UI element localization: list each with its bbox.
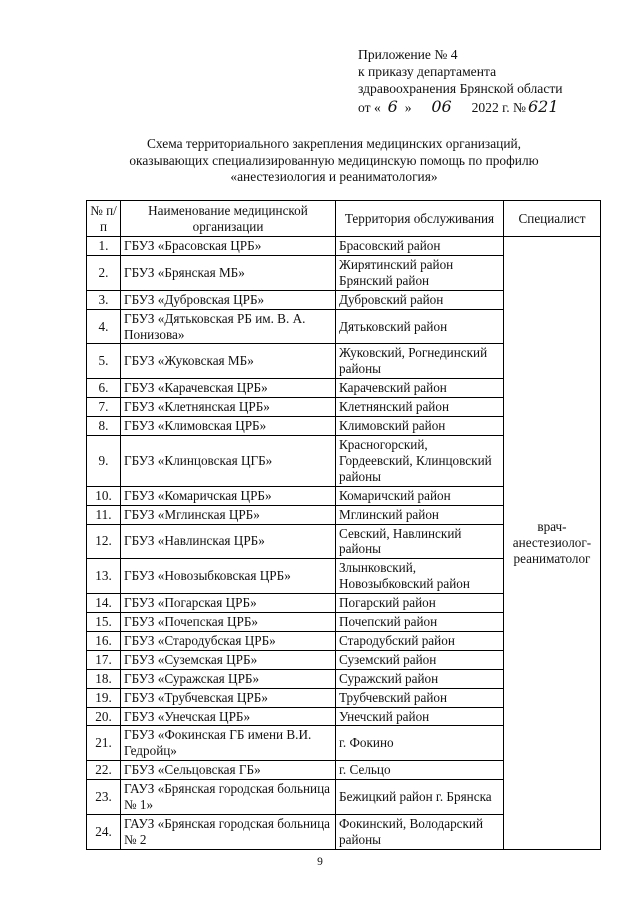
- row-number: 4.: [87, 309, 121, 344]
- service-territory: Погарский район: [336, 594, 504, 613]
- row-number: 18.: [87, 669, 121, 688]
- appendix-header: [358, 46, 628, 116]
- service-territory: Комаричский район: [336, 486, 504, 505]
- row-number: 6.: [87, 379, 121, 398]
- organization-name: ГАУЗ «Брянская городская больница № 1»: [121, 780, 336, 815]
- row-number: 15.: [87, 613, 121, 632]
- row-number: 11.: [87, 505, 121, 524]
- row-number: 19.: [87, 688, 121, 707]
- organization-name: ГБУЗ «Сельцовская ГБ»: [121, 761, 336, 780]
- specialist-cell: врач-анестезиолог-реаниматолог: [504, 237, 601, 850]
- row-number: 24.: [87, 815, 121, 850]
- service-territory: Злынковский, Новозыбковский район: [336, 559, 504, 594]
- service-territory: Брасовский район: [336, 237, 504, 256]
- row-number: 23.: [87, 780, 121, 815]
- organization-name: ГБУЗ «Суражская ЦРБ»: [121, 669, 336, 688]
- header-num: № п/п: [87, 201, 121, 237]
- service-territory: Красногорский, Гордеевский, Клинцовский районы: [336, 435, 504, 486]
- row-number: 8.: [87, 417, 121, 436]
- header-organization: Наименование медицинской организации: [121, 201, 336, 237]
- organization-name: ГБУЗ «Брасовская ЦРБ»: [121, 237, 336, 256]
- row-number: 2.: [87, 255, 121, 290]
- organization-name: ГБУЗ «Дятьковская РБ им. В. А. Понизова»: [121, 309, 336, 344]
- header-specialist: Специалист: [504, 201, 601, 237]
- row-number: 12.: [87, 524, 121, 559]
- handwritten-number: 621: [527, 96, 559, 116]
- organization-name: ГБУЗ «Почепская ЦРБ»: [121, 613, 336, 632]
- service-territory: Мглинский район: [336, 505, 504, 524]
- service-territory: Трубчевский район: [336, 688, 504, 707]
- row-number: 3.: [87, 290, 121, 309]
- organization-name: ГБУЗ «Погарская ЦРБ»: [121, 594, 336, 613]
- organization-name: ГБУЗ «Фокинская ГБ имени В.И. Гедройц»: [121, 726, 336, 761]
- row-number: 14.: [87, 594, 121, 613]
- row-number: 13.: [87, 559, 121, 594]
- row-number: 10.: [87, 486, 121, 505]
- row-number: 7.: [87, 398, 121, 417]
- date-year: 2022 г. №: [471, 99, 526, 115]
- service-territory: Клетнянский район: [336, 398, 504, 417]
- organization-name: ГБУЗ «Суземская ЦРБ»: [121, 650, 336, 669]
- service-territory: Почепский район: [336, 613, 504, 632]
- document-title: [95, 136, 573, 186]
- row-number: 20.: [87, 707, 121, 726]
- handwritten-day: 6: [387, 96, 398, 116]
- appendix-line-2: к приказу департамента: [358, 64, 497, 80]
- row-number: 9.: [87, 435, 121, 486]
- organization-name: ГБУЗ «Клетнянская ЦРБ»: [121, 398, 336, 417]
- row-number: 1.: [87, 237, 121, 256]
- title-line-2: оказывающих специализированную медицинскую помощь по профилю: [129, 152, 539, 168]
- organization-name: ГБУЗ «Комаричская ЦРБ»: [121, 486, 336, 505]
- table-header-row: [87, 201, 601, 237]
- organization-name: ГБУЗ «Трубчевская ЦРБ»: [121, 688, 336, 707]
- organization-name: ГБУЗ «Дубровская ЦРБ»: [121, 290, 336, 309]
- service-territory: Суражский район: [336, 669, 504, 688]
- organization-name: ГБУЗ «Новозыбковская ЦРБ»: [121, 559, 336, 594]
- service-territory: Суземский район: [336, 650, 504, 669]
- organization-name: ГБУЗ «Брянская МБ»: [121, 255, 336, 290]
- row-number: 17.: [87, 650, 121, 669]
- date-mid: »: [404, 99, 412, 115]
- appendix-date-line: [358, 98, 628, 116]
- organization-name: ГБУЗ «Стародубская ЦРБ»: [121, 631, 336, 650]
- page-number: 9: [317, 856, 323, 868]
- organization-name: ГБУЗ «Жуковская МБ»: [121, 344, 336, 379]
- appendix-line-3: здравоохранения Брянской области: [358, 81, 563, 97]
- organization-name: ГБУЗ «Климовская ЦРБ»: [121, 417, 336, 436]
- service-territory: Унечский район: [336, 707, 504, 726]
- service-territory: Жуковский, Рогнединский районы: [336, 344, 504, 379]
- service-territory: Климовский район: [336, 417, 504, 436]
- row-number: 21.: [87, 726, 121, 761]
- date-prefix: от «: [358, 99, 381, 115]
- appendix-line-1: Приложение № 4: [358, 47, 458, 62]
- organization-name: ГБУЗ «Карачевская ЦРБ»: [121, 379, 336, 398]
- row-number: 16.: [87, 631, 121, 650]
- service-territory: г. Сельцо: [336, 761, 504, 780]
- organization-name: ГБУЗ «Мглинская ЦРБ»: [121, 505, 336, 524]
- handwritten-month: 06: [431, 96, 452, 116]
- organizations-table: [86, 200, 601, 850]
- service-territory: Дятьковский район: [336, 309, 504, 344]
- title-line-3: «анестезиология и реаниматология»: [230, 169, 438, 185]
- organization-name: ГБУЗ «Унечская ЦРБ»: [121, 707, 336, 726]
- service-territory: Дубровский район: [336, 290, 504, 309]
- service-territory: Стародубский район: [336, 631, 504, 650]
- row-number: 22.: [87, 761, 121, 780]
- organization-name: ГБУЗ «Навлинская ЦРБ»: [121, 524, 336, 559]
- service-territory: Фокинский, Володарский районы: [336, 815, 504, 850]
- service-territory: Жирятинский район Брянский район: [336, 255, 504, 290]
- row-number: 5.: [87, 344, 121, 379]
- organization-name: ГАУЗ «Брянская городская больница № 2: [121, 815, 336, 850]
- service-territory: г. Фокино: [336, 726, 504, 761]
- service-territory: Севский, Навлинский районы: [336, 524, 504, 559]
- header-territory: Территория обслуживания: [336, 201, 504, 237]
- organization-name: ГБУЗ «Клинцовская ЦГБ»: [121, 435, 336, 486]
- title-line-1: Схема территориального закрепления медицинских организаций,: [146, 136, 522, 151]
- service-territory: Карачевский район: [336, 379, 504, 398]
- table-row: [87, 237, 601, 256]
- service-territory: Бежицкий район г. Брянска: [336, 780, 504, 815]
